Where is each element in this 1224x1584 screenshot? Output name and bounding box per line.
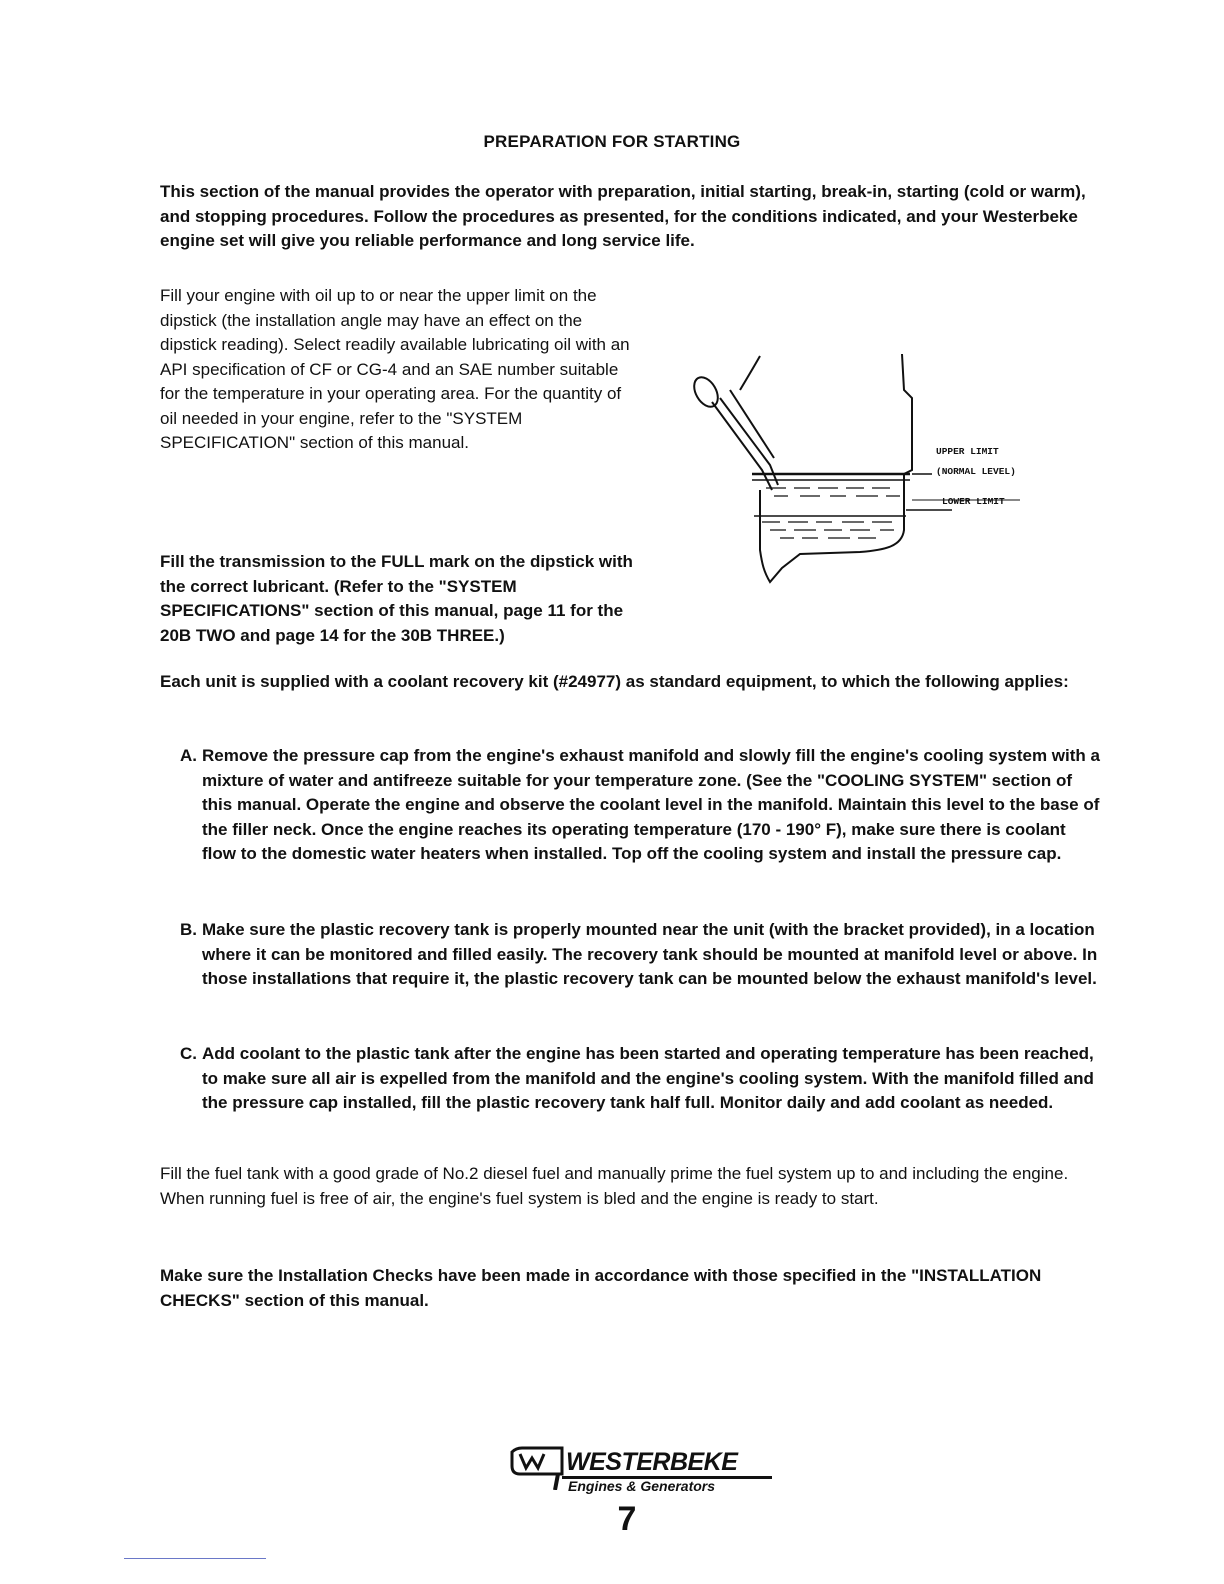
upper-limit-label: UPPER LIMIT [936, 446, 999, 457]
dipstick-shaft [712, 402, 772, 490]
step-text: Add coolant to the plastic tank after the engine has been started and operating temperature has been reached, to make sure all air is expelled from the manifold and the engine's cooling system. With the manifold filled and the pressure cap installed, fill the plastic recovery tank half full. Monitor daily and add coolant as needed. [202, 1044, 1094, 1112]
installation-checks-paragraph: Make sure the Installation Checks have been made in accordance with those specified in the "INSTALLATION CHECKS" section of this manual. [160, 1266, 1042, 1310]
transmission-paragraph: Fill the transmission to the FULL mark on the dipstick with the correct lubricant. (Refer to the "SYSTEM SPECIFICATIONS" section of this manual, page 11 for the 20B TWO and page 14 for the 30B THREE.) [160, 552, 633, 645]
dipstick-handle-icon [690, 373, 723, 411]
brand-tagline: Engines & Generators [568, 1478, 716, 1494]
coolant-step-b [180, 918, 1100, 992]
step-text: Remove the pressure cap from the engine's exhaust manifold and slowly fill the engine's cooling system with a mixture of water and antifreeze suitable for your temperature zone. (See the "COOLING SYSTEM" section of this manual. Operate the engine and observe the coolant level in the manifold. Maintain this level to the base of the filler neck. Once the engine reaches its operating temperature (170 - 190° F), make sure there is coolant flow to the domestic water heaters when installed. Top off the cooling system and install the pressure cap. [202, 746, 1100, 863]
normal-level-label: (NORMAL LEVEL) [936, 466, 1016, 477]
page-number: 7 [617, 1500, 637, 1538]
crankcase-outline [760, 354, 912, 582]
coolant-step-c [180, 1042, 1100, 1116]
coolant-step-a [180, 744, 1100, 867]
lower-limit-label: LOWER LIMIT [942, 496, 1005, 507]
westerbeke-w-icon [508, 1446, 564, 1490]
step-letter: C. [180, 1044, 197, 1063]
section-title: PREPARATION FOR STARTING [483, 132, 741, 151]
step-text: Make sure the plastic recovery tank is properly mounted near the unit (with the bracket provided), in a location where it can be monitored and filled easily. The recovery tank should be mounted at manifold level or above. In those installations that require it, the plastic recovery tank can be mounted below the exhaust manifold's level. [202, 920, 1098, 988]
dipstick-diagram [690, 350, 1090, 600]
fuel-paragraph: Fill the fuel tank with a good grade of No.2 diesel fuel and manually prime the fuel system up to and including the engine. When running fuel is free of air, the engine's fuel system is bled and the engine is ready to start. [160, 1164, 1069, 1208]
brand-name: WESTERBEKE [566, 1448, 738, 1476]
footer-rule [124, 1558, 266, 1559]
westerbeke-logo [508, 1446, 768, 1506]
coolant-kit-paragraph: Each unit is supplied with a coolant recovery kit (#24977) as standard equipment, to which the following applies: [160, 672, 1069, 691]
step-letter: B. [180, 920, 197, 939]
oil-fill-paragraph: Fill your engine with oil up to or near the upper limit on the dipstick (the installation angle may have an effect on the dipstick reading). Select readily available lubricating oil with an API specification of CF or CG-4 and an SAE number suitable for the temperature in your operating area. For the quantity of oil needed in your engine, refer to the "SYSTEM SPECIFICATION" section of this manual. [160, 286, 630, 452]
step-letter: A. [180, 746, 197, 765]
intro-paragraph: This section of the manual provides the operator with preparation, initial starting, break-in, starting (cold or warm), and stopping procedures. Follow the procedures as presented, for the conditions indicated, and your Westerbeke engine set will give you reliable performance and long service life. [160, 182, 1086, 250]
